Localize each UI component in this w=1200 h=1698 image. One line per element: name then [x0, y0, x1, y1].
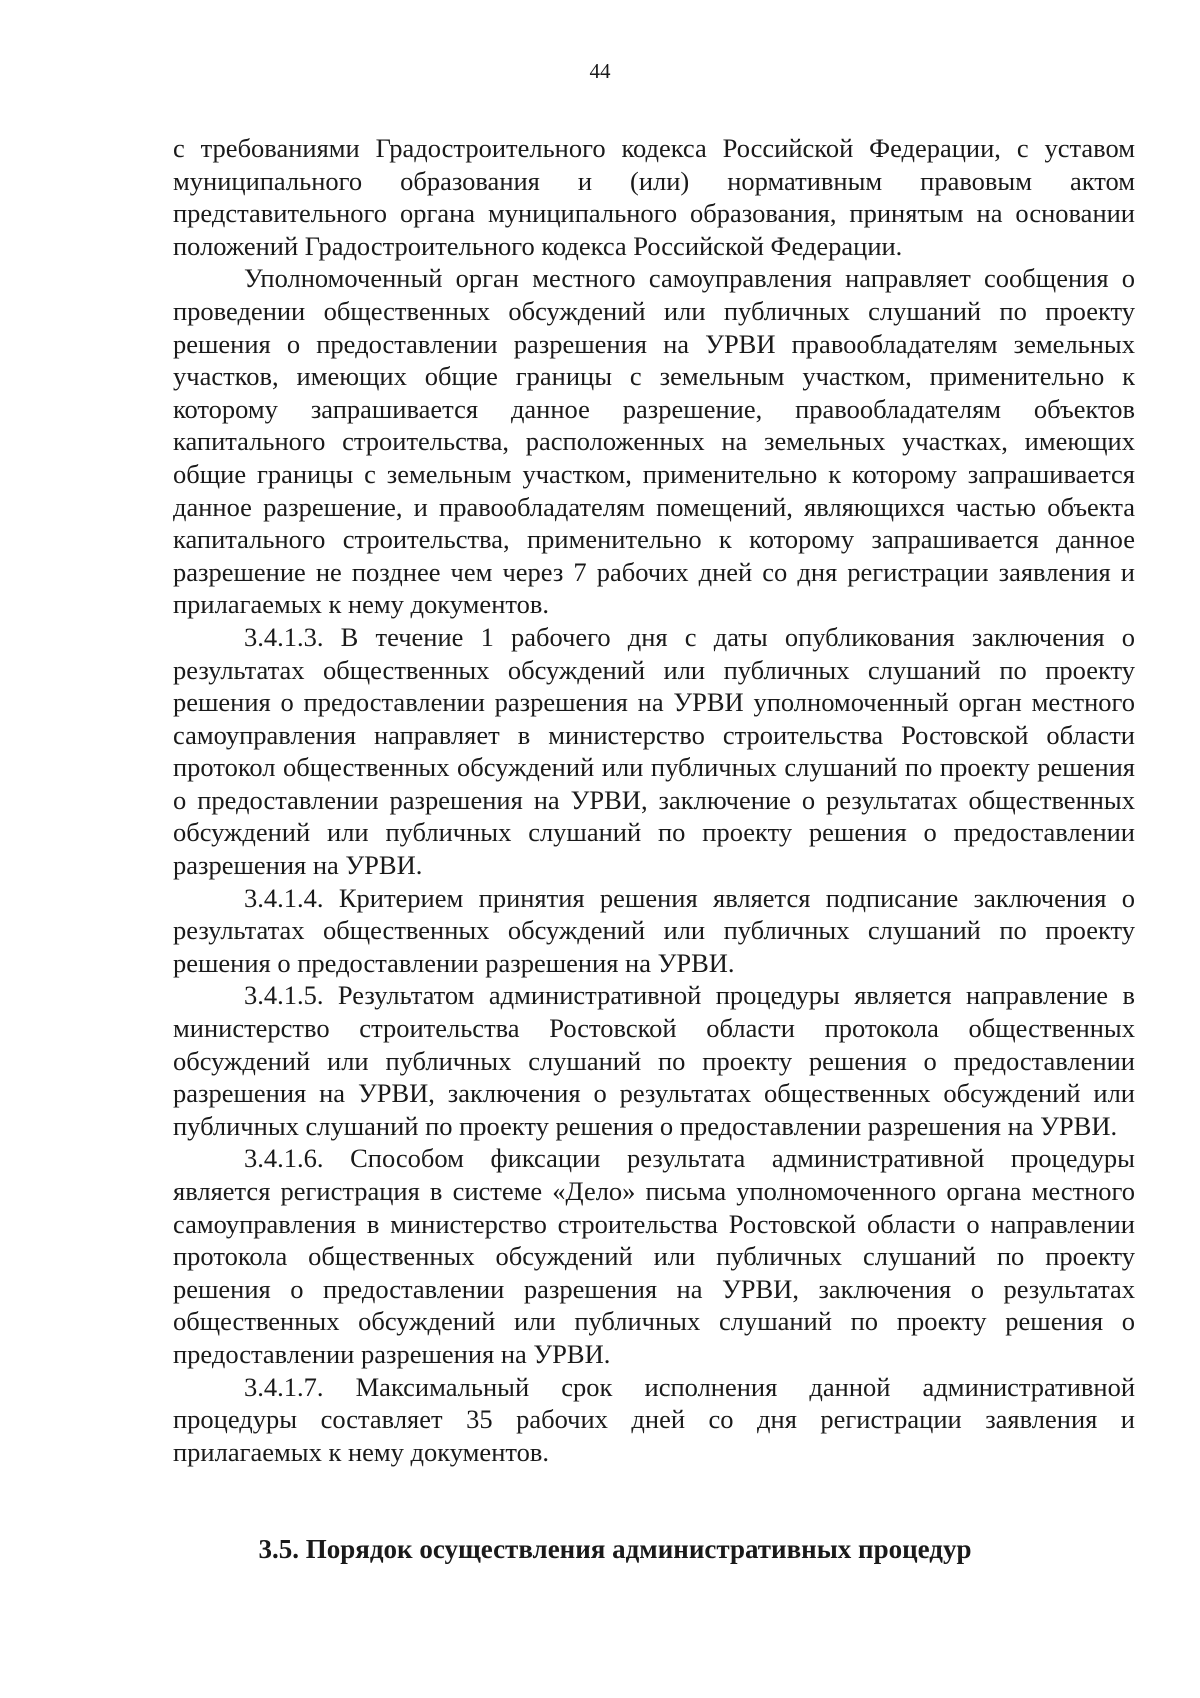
paragraph-3-4-1-4: 3.4.1.4. Критерием принятия решения является подписание заключения о результатах общественных обсуждений или публичных слушаний по проекту решения о предоставлении разрешения на УРВИ.: [173, 882, 1135, 978]
paragraph-3-4-1-5: 3.4.1.5. Результатом административной процедуры является направление в министерство строительства Ростовской области протокола общественных обсуждений или публичных слушаний по проекту решения о предоставлении разрешения на УРВИ, заключения о результатах общественных обсуждений или публичных слушаний по проекту решения о предоставлении разрешения на УРВИ.: [173, 980, 1135, 1141]
paragraph-3-4-1-3: 3.4.1.3. В течение 1 рабочего дня с даты опубликования заключения о результатах общественных обсуждений или публичных слушаний по проекту решения о предоставлении разрешения на УРВИ уполномоченный орган местного самоуправления направляет в министерство строительства Ростовской области протокол общественных обсуждений или публичных слушаний по проекту решения о предоставлении разрешения на УРВИ, заключение о результатах общественных обсуждений или публичных слушаний по проекту решения о предоставлении разрешения на УРВИ.: [173, 621, 1135, 881]
paragraph-3-4-1-7: 3.4.1.7. Максимальный срок исполнения данной административной процедуры составляет 35 рабочих дней со дня регистрации заявления и прилагаемых к нему документов.: [173, 1371, 1135, 1467]
paragraph-continuation: с требованиями Градостроительного кодекса Российской Федерации, с уставом муниципального образования и (или) нормативным правовым актом представительного органа муниципального образования, принятым на основании положений Градостроительного кодекса Российской Федерации.: [173, 133, 1135, 261]
paragraph-notification: Уполномоченный орган местного самоуправления направляет сообщения о проведении общественных обсуждений или публичных слушаний по проекту решения о предоставлении разрешения на УРВИ правообладателям земельных участков, имеющих общие границы с земельным участком, применительно к которому запрашивается данное разрешение, правообладателям объектов капитального строительства, расположенных на земельных участках, имеющих общие границы с земельным участком, применительно к которому запрашивается данное разрешение, и правообладателям помещений, являющихся частью объекта капитального строительства, применительно к которому запрашивается данное разрешение не позднее чем через 7 рабочих дней со дня регистрации заявления и прилагаемых к нему документов.: [173, 263, 1135, 620]
page-number: 44: [589, 59, 611, 83]
paragraph-3-4-1-6: 3.4.1.6. Способом фиксации результата административной процедуры является регистрация в системе «Дело» письма уполномоченного органа местного самоуправления в министерство строительства Ростовской области о направлении протокола общественных обсуждений или публичных слушаний по проекту решения о предоставлении разрешения на УРВИ, заключения о результатах общественных обсуждений или публичных слушаний по проекту решения о предоставлении разрешения на УРВИ.: [173, 1143, 1135, 1369]
document-body: [173, 132, 1135, 1468]
section-heading: 3.5. Порядок осуществления административных процедур: [258, 1534, 972, 1564]
